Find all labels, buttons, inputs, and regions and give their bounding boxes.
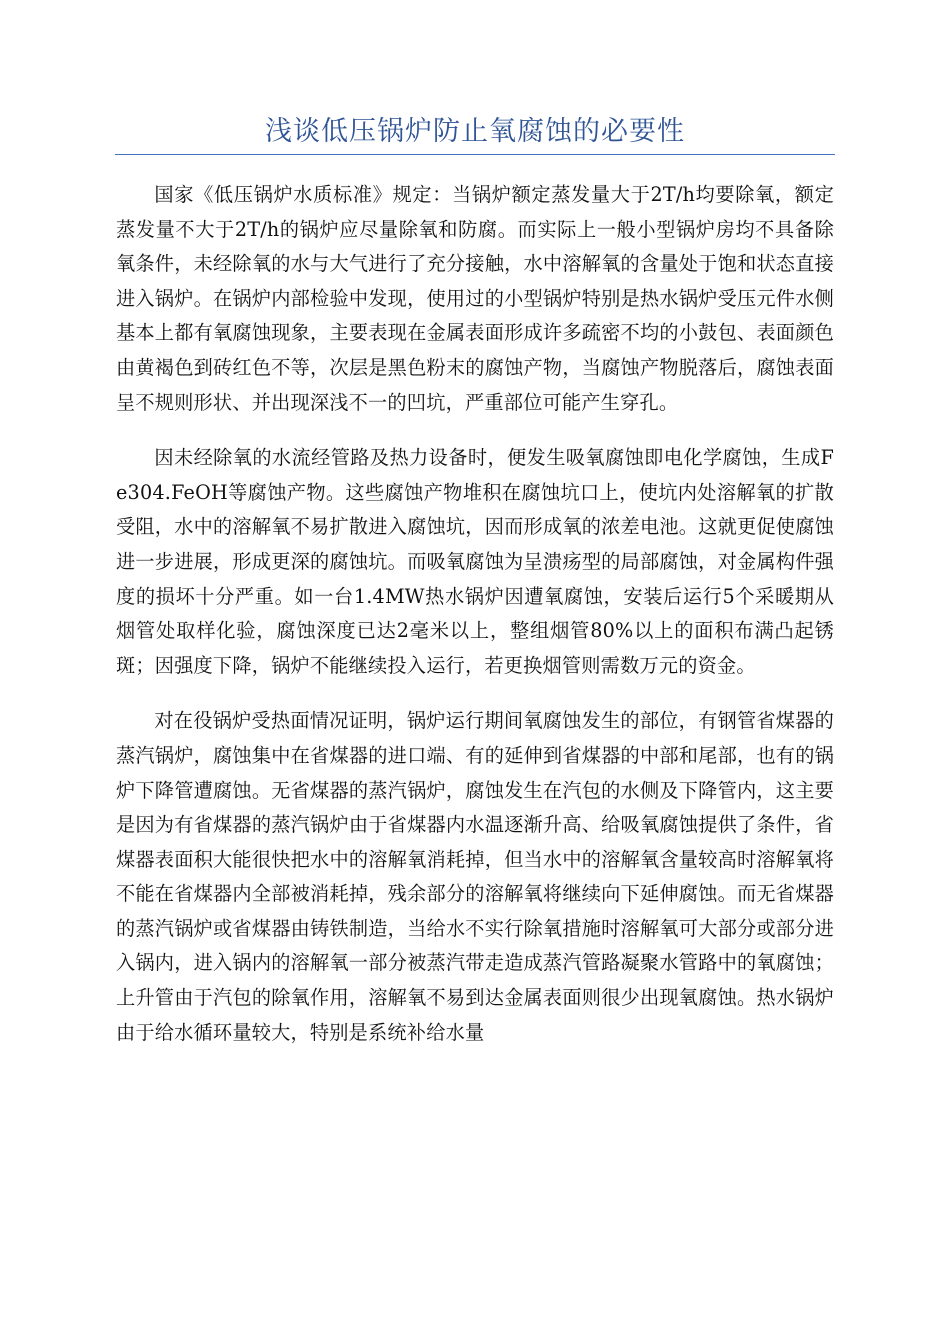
document-body <box>116 178 834 1071</box>
document-title: 浅谈低压锅炉防止氧腐蚀的必要性 <box>265 116 685 147</box>
paragraph-2: 因未经除氧的水流经管路及热力设备时，便发生吸氧腐蚀即电化学腐蚀，生成Fe304.FeOH等腐蚀产物。这些腐蚀产物堆积在腐蚀坑口上，使坑内处溶解氧的扩散受阻，水中的溶解氧不易扩散进入腐蚀坑，因而形成氧的浓差电池。这就更促使腐蚀进一步进展，形成更深的腐蚀坑。而吸氧腐蚀为呈溃疡型的局部腐蚀，对金属构件强度的损坏十分严重。如一台1.4MW热水锅炉因遭氧腐蚀，安装后运行5个采暖期从烟管处取样化验，腐蚀深度已达2毫米以上，整组烟管80%以上的面积布满凸起锈斑；因强度下降，锅炉不能继续投入运行，若更换烟管则需数万元的资金。 <box>116 446 834 677</box>
title-underline <box>115 154 835 155</box>
paragraph-3: 对在役锅炉受热面情况证明，锅炉运行期间氧腐蚀发生的部位，有钢管省煤器的蒸汽锅炉，腐蚀集中在省煤器的进口端、有的延伸到省煤器的中部和尾部，也有的锅炉下降管遭腐蚀。无省煤器的蒸汽锅炉，腐蚀发生在汽包的水侧及下降管内，这主要是因为有省煤器的蒸汽锅炉由于省煤器内水温逐渐升高、给吸氧腐蚀提供了条件，省煤器表面积大能很快把水中的溶解氧消耗掉，但当水中的溶解氧含量较高时溶解氧将不能在省煤器内全部被消耗掉，残余部分的溶解氧将继续向下延伸腐蚀。而无省煤器的蒸汽锅炉或省煤器由铸铁制造，当给水不实行除氧措施时溶解氧可大部分或部分进入锅内，进入锅内的溶解氧一部分被蒸汽带走造成蒸汽管路凝聚水管路中的氧腐蚀；上升管由于汽包的除氧作用，溶解氧不易到达金属表面则很少出现氧腐蚀。热水锅炉由于给水循环量较大，特别是系统补给水量 <box>116 709 834 1044</box>
paragraph-1: 国家《低压锅炉水质标准》规定：当锅炉额定蒸发量大于2T/h均要除氧，额定蒸发量不大于2T/h的锅炉应尽量除氧和防腐。而实际上一般小型锅炉房均不具备除氧条件，未经除氧的水与大气进行了充分接触，水中溶解氧的含量处于饱和状态直接进入锅炉。在锅炉内部检验中发现，使用过的小型锅炉特别是热水锅炉受压元件水侧基本上都有氧腐蚀现象，主要表现在金属表面形成许多疏密不均的小鼓包、表面颜色由黄褐色到砖红色不等，次层是黑色粉末的腐蚀产物，当腐蚀产物脱落后，腐蚀表面呈不规则形状、并出现深浅不一的凹坑，严重部位可能产生穿孔。 <box>116 183 834 414</box>
